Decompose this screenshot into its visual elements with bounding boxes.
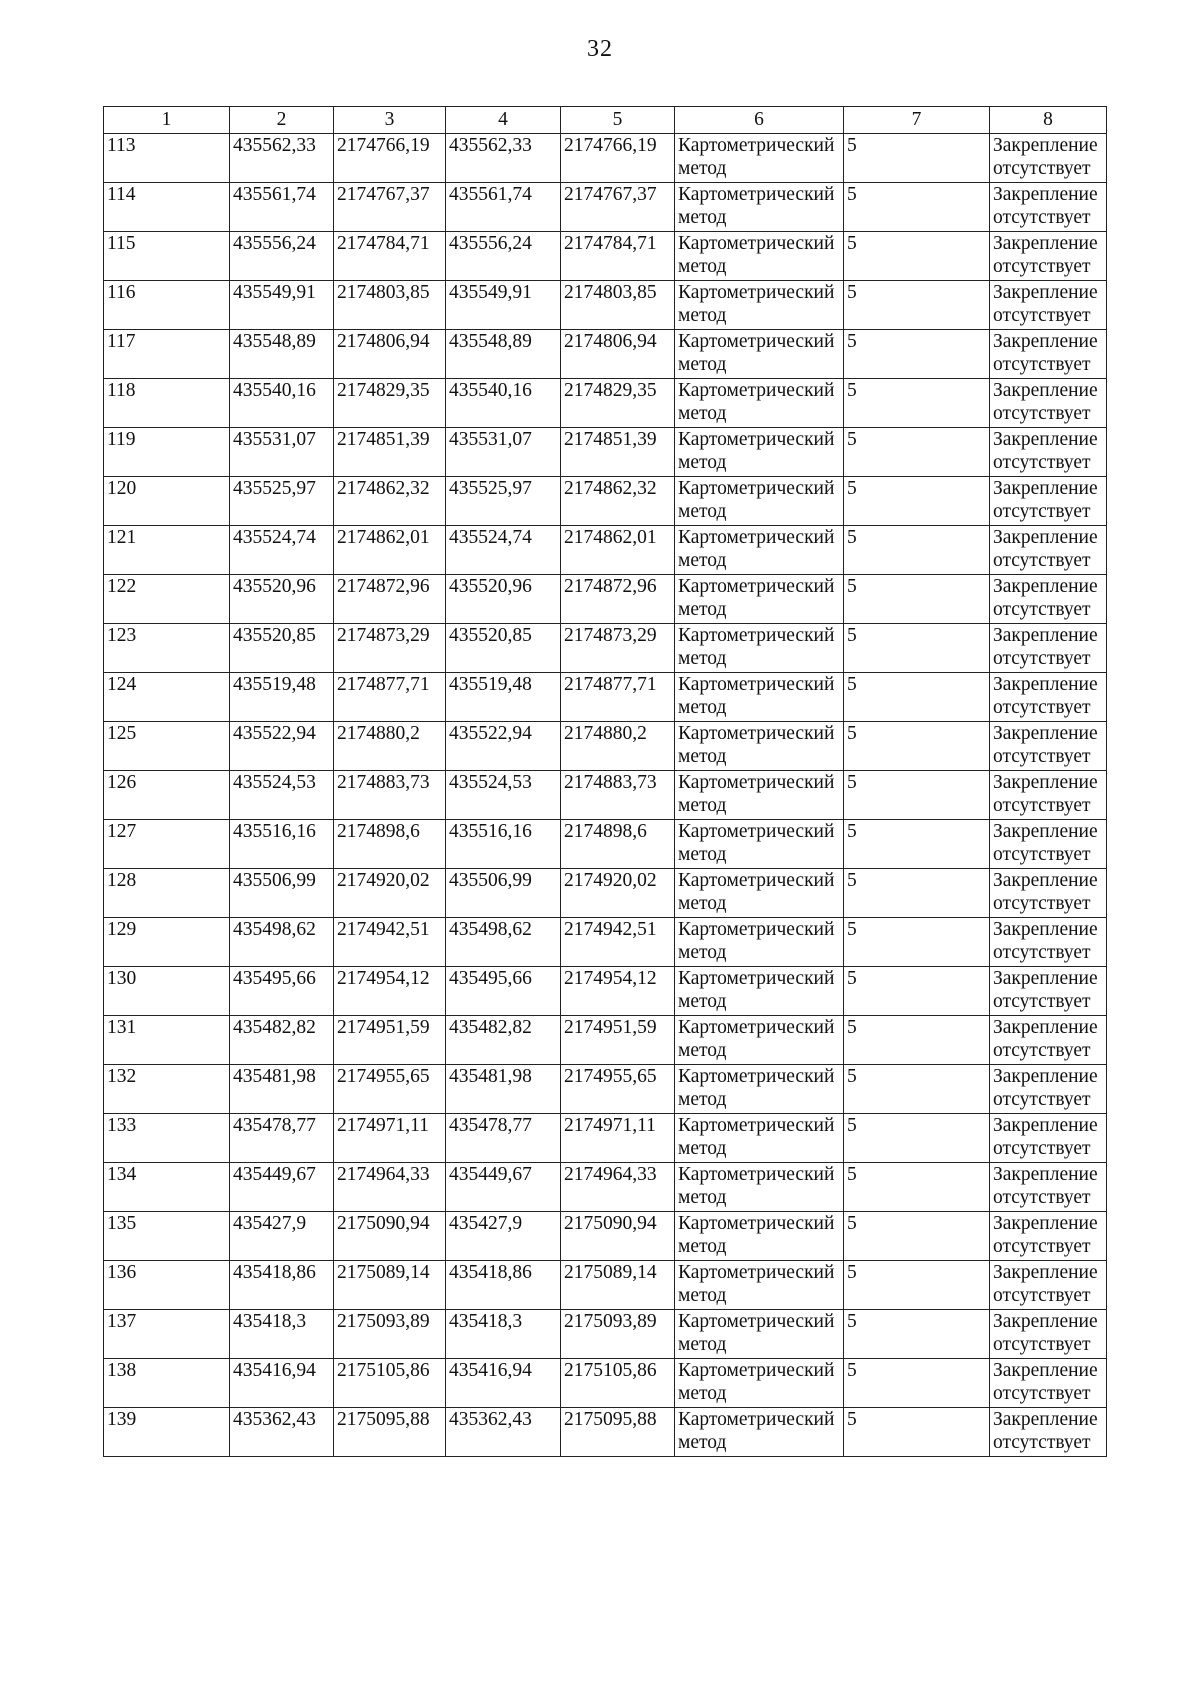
cell-method: Картометрический метод <box>675 1408 844 1457</box>
cell-x-old: 435482,82 <box>230 1016 334 1065</box>
cell-y-new: 2174851,39 <box>561 428 675 477</box>
cell-point-number: 137 <box>104 1310 230 1359</box>
cell-point-number: 128 <box>104 869 230 918</box>
cell-y-old: 2175090,94 <box>334 1212 446 1261</box>
cell-x-old: 435498,62 <box>230 918 334 967</box>
cell-y-old: 2174971,11 <box>334 1114 446 1163</box>
cell-y-new: 2174862,01 <box>561 526 675 575</box>
cell-x-old: 435520,85 <box>230 624 334 673</box>
cell-x-old: 435478,77 <box>230 1114 334 1163</box>
cell-y-old: 2174862,01 <box>334 526 446 575</box>
table-row <box>104 330 1107 379</box>
cell-x-new: 435449,67 <box>446 1163 561 1212</box>
cell-y-old: 2174803,85 <box>334 281 446 330</box>
cell-x-new: 435549,91 <box>446 281 561 330</box>
cell-y-old: 2174872,96 <box>334 575 446 624</box>
cell-accuracy: 5 <box>844 1163 990 1212</box>
cell-x-new: 435416,94 <box>446 1359 561 1408</box>
cell-fixing-description: Закрепление отсутствует <box>990 1310 1107 1359</box>
page-number: 32 <box>587 36 613 62</box>
cell-point-number: 139 <box>104 1408 230 1457</box>
table-row <box>104 1212 1107 1261</box>
cell-x-old: 435524,74 <box>230 526 334 575</box>
cell-fixing-description: Закрепление отсутствует <box>990 330 1107 379</box>
cell-point-number: 122 <box>104 575 230 624</box>
cell-x-old: 435418,3 <box>230 1310 334 1359</box>
cell-y-new: 2174803,85 <box>561 281 675 330</box>
table-row <box>104 134 1107 183</box>
cell-method: Картометрический метод <box>675 1261 844 1310</box>
cell-point-number: 120 <box>104 477 230 526</box>
cell-x-new: 435506,99 <box>446 869 561 918</box>
cell-y-new: 2174872,96 <box>561 575 675 624</box>
cell-y-old: 2174767,37 <box>334 183 446 232</box>
coordinates-table <box>103 106 1107 1457</box>
table-row <box>104 673 1107 722</box>
cell-accuracy: 5 <box>844 1114 990 1163</box>
table-row <box>104 771 1107 820</box>
cell-x-old: 435522,94 <box>230 722 334 771</box>
cell-y-new: 2174829,35 <box>561 379 675 428</box>
cell-y-old: 2174964,33 <box>334 1163 446 1212</box>
cell-point-number: 138 <box>104 1359 230 1408</box>
cell-x-old: 435495,66 <box>230 967 334 1016</box>
cell-method: Картометрический метод <box>675 232 844 281</box>
header-cell: 3 <box>334 107 446 134</box>
cell-x-new: 435522,94 <box>446 722 561 771</box>
cell-point-number: 135 <box>104 1212 230 1261</box>
cell-accuracy: 5 <box>844 1359 990 1408</box>
table-row <box>104 575 1107 624</box>
cell-method: Картометрический метод <box>675 918 844 967</box>
table-row <box>104 1016 1107 1065</box>
cell-accuracy: 5 <box>844 722 990 771</box>
cell-y-new: 2174951,59 <box>561 1016 675 1065</box>
cell-fixing-description: Закрепление отсутствует <box>990 967 1107 1016</box>
cell-y-new: 2174873,29 <box>561 624 675 673</box>
cell-point-number: 130 <box>104 967 230 1016</box>
cell-method: Картометрический метод <box>675 281 844 330</box>
cell-accuracy: 5 <box>844 1408 990 1457</box>
cell-method: Картометрический метод <box>675 722 844 771</box>
cell-fixing-description: Закрепление отсутствует <box>990 526 1107 575</box>
cell-fixing-description: Закрепление отсутствует <box>990 1016 1107 1065</box>
cell-accuracy: 5 <box>844 477 990 526</box>
cell-x-new: 435478,77 <box>446 1114 561 1163</box>
cell-y-new: 2174766,19 <box>561 134 675 183</box>
cell-x-old: 435516,16 <box>230 820 334 869</box>
cell-method: Картометрический метод <box>675 134 844 183</box>
cell-x-old: 435418,86 <box>230 1261 334 1310</box>
table-row <box>104 428 1107 477</box>
cell-accuracy: 5 <box>844 624 990 673</box>
cell-fixing-description: Закрепление отсутствует <box>990 1065 1107 1114</box>
cell-accuracy: 5 <box>844 134 990 183</box>
table-row <box>104 232 1107 281</box>
cell-y-new: 2174898,6 <box>561 820 675 869</box>
table-row <box>104 183 1107 232</box>
cell-y-new: 2174964,33 <box>561 1163 675 1212</box>
cell-y-old: 2174880,2 <box>334 722 446 771</box>
cell-method: Картометрический метод <box>675 183 844 232</box>
cell-y-old: 2174877,71 <box>334 673 446 722</box>
cell-accuracy: 5 <box>844 967 990 1016</box>
cell-accuracy: 5 <box>844 379 990 428</box>
cell-y-old: 2174898,6 <box>334 820 446 869</box>
cell-method: Картометрический метод <box>675 1163 844 1212</box>
cell-y-old: 2174862,32 <box>334 477 446 526</box>
table-row <box>104 281 1107 330</box>
table-row <box>104 526 1107 575</box>
cell-method: Картометрический метод <box>675 1065 844 1114</box>
cell-point-number: 116 <box>104 281 230 330</box>
cell-method: Картометрический метод <box>675 428 844 477</box>
table-row <box>104 820 1107 869</box>
cell-x-old: 435524,53 <box>230 771 334 820</box>
cell-x-old: 435481,98 <box>230 1065 334 1114</box>
cell-y-old: 2175089,14 <box>334 1261 446 1310</box>
cell-y-new: 2174877,71 <box>561 673 675 722</box>
cell-point-number: 123 <box>104 624 230 673</box>
cell-fixing-description: Закрепление отсутствует <box>990 869 1107 918</box>
cell-point-number: 118 <box>104 379 230 428</box>
cell-accuracy: 5 <box>844 918 990 967</box>
cell-x-new: 435525,97 <box>446 477 561 526</box>
cell-x-old: 435520,96 <box>230 575 334 624</box>
cell-method: Картометрический метод <box>675 673 844 722</box>
cell-point-number: 133 <box>104 1114 230 1163</box>
cell-y-new: 2174806,94 <box>561 330 675 379</box>
cell-x-old: 435416,94 <box>230 1359 334 1408</box>
cell-fixing-description: Закрепление отсутствует <box>990 134 1107 183</box>
header-cell: 7 <box>844 107 990 134</box>
cell-accuracy: 5 <box>844 1261 990 1310</box>
cell-fixing-description: Закрепление отсутствует <box>990 1408 1107 1457</box>
cell-method: Картометрический метод <box>675 1359 844 1408</box>
cell-method: Картометрический метод <box>675 379 844 428</box>
cell-x-old: 435549,91 <box>230 281 334 330</box>
table-row <box>104 477 1107 526</box>
cell-accuracy: 5 <box>844 183 990 232</box>
cell-fixing-description: Закрепление отсутствует <box>990 771 1107 820</box>
cell-x-new: 435524,74 <box>446 526 561 575</box>
header-cell: 8 <box>990 107 1107 134</box>
cell-accuracy: 5 <box>844 869 990 918</box>
cell-x-new: 435516,16 <box>446 820 561 869</box>
cell-y-new: 2174784,71 <box>561 232 675 281</box>
cell-x-new: 435495,66 <box>446 967 561 1016</box>
cell-method: Картометрический метод <box>675 1212 844 1261</box>
cell-y-new: 2174954,12 <box>561 967 675 1016</box>
cell-accuracy: 5 <box>844 526 990 575</box>
cell-x-new: 435520,85 <box>446 624 561 673</box>
cell-x-new: 435540,16 <box>446 379 561 428</box>
cell-fixing-description: Закрепление отсутствует <box>990 477 1107 526</box>
cell-y-old: 2174883,73 <box>334 771 446 820</box>
cell-x-old: 435506,99 <box>230 869 334 918</box>
cell-method: Картометрический метод <box>675 1310 844 1359</box>
cell-method: Картометрический метод <box>675 575 844 624</box>
cell-x-old: 435540,16 <box>230 379 334 428</box>
cell-fixing-description: Закрепление отсутствует <box>990 722 1107 771</box>
table-row <box>104 624 1107 673</box>
table-row <box>104 918 1107 967</box>
cell-accuracy: 5 <box>844 771 990 820</box>
cell-method: Картометрический метод <box>675 869 844 918</box>
cell-x-new: 435481,98 <box>446 1065 561 1114</box>
cell-y-old: 2174951,59 <box>334 1016 446 1065</box>
cell-point-number: 121 <box>104 526 230 575</box>
cell-fixing-description: Закрепление отсутствует <box>990 183 1107 232</box>
cell-y-new: 2174955,65 <box>561 1065 675 1114</box>
header-cell: 5 <box>561 107 675 134</box>
cell-fixing-description: Закрепление отсутствует <box>990 673 1107 722</box>
cell-x-new: 435498,62 <box>446 918 561 967</box>
cell-y-old: 2174766,19 <box>334 134 446 183</box>
cell-point-number: 131 <box>104 1016 230 1065</box>
cell-x-new: 435561,74 <box>446 183 561 232</box>
cell-fixing-description: Закрепление отсутствует <box>990 820 1107 869</box>
cell-y-old: 2174920,02 <box>334 869 446 918</box>
cell-fixing-description: Закрепление отсутствует <box>990 232 1107 281</box>
cell-accuracy: 5 <box>844 673 990 722</box>
cell-x-new: 435519,48 <box>446 673 561 722</box>
cell-fixing-description: Закрепление отсутствует <box>990 1212 1107 1261</box>
cell-x-old: 435561,74 <box>230 183 334 232</box>
cell-y-new: 2175089,14 <box>561 1261 675 1310</box>
cell-fixing-description: Закрепление отсутствует <box>990 1261 1107 1310</box>
cell-accuracy: 5 <box>844 820 990 869</box>
cell-fixing-description: Закрепление отсутствует <box>990 428 1107 477</box>
cell-y-old: 2175093,89 <box>334 1310 446 1359</box>
cell-x-old: 435562,33 <box>230 134 334 183</box>
cell-accuracy: 5 <box>844 1016 990 1065</box>
cell-x-new: 435531,07 <box>446 428 561 477</box>
cell-y-new: 2174883,73 <box>561 771 675 820</box>
cell-x-old: 435427,9 <box>230 1212 334 1261</box>
cell-point-number: 113 <box>104 134 230 183</box>
cell-x-new: 435482,82 <box>446 1016 561 1065</box>
cell-x-new: 435562,33 <box>446 134 561 183</box>
cell-x-old: 435548,89 <box>230 330 334 379</box>
cell-x-old: 435519,48 <box>230 673 334 722</box>
cell-accuracy: 5 <box>844 232 990 281</box>
cell-accuracy: 5 <box>844 281 990 330</box>
cell-y-old: 2174873,29 <box>334 624 446 673</box>
cell-point-number: 127 <box>104 820 230 869</box>
cell-y-new: 2174862,32 <box>561 477 675 526</box>
table-body <box>104 134 1107 1457</box>
cell-method: Картометрический метод <box>675 967 844 1016</box>
cell-accuracy: 5 <box>844 1310 990 1359</box>
cell-y-old: 2174784,71 <box>334 232 446 281</box>
header-cell: 6 <box>675 107 844 134</box>
cell-x-new: 435520,96 <box>446 575 561 624</box>
cell-accuracy: 5 <box>844 575 990 624</box>
cell-fixing-description: Закрепление отсутствует <box>990 1359 1107 1408</box>
cell-accuracy: 5 <box>844 428 990 477</box>
cell-y-old: 2174954,12 <box>334 967 446 1016</box>
cell-x-new: 435427,9 <box>446 1212 561 1261</box>
cell-accuracy: 5 <box>844 330 990 379</box>
cell-fixing-description: Закрепление отсутствует <box>990 379 1107 428</box>
cell-y-old: 2175095,88 <box>334 1408 446 1457</box>
table-row <box>104 722 1107 771</box>
cell-fixing-description: Закрепление отсутствует <box>990 1114 1107 1163</box>
cell-x-new: 435524,53 <box>446 771 561 820</box>
cell-point-number: 114 <box>104 183 230 232</box>
cell-fixing-description: Закрепление отсутствует <box>990 281 1107 330</box>
cell-method: Картометрический метод <box>675 477 844 526</box>
cell-y-old: 2174942,51 <box>334 918 446 967</box>
cell-point-number: 125 <box>104 722 230 771</box>
table-row <box>104 869 1107 918</box>
cell-method: Картометрический метод <box>675 771 844 820</box>
cell-y-new: 2174942,51 <box>561 918 675 967</box>
cell-method: Картометрический метод <box>675 526 844 575</box>
cell-y-old: 2174829,35 <box>334 379 446 428</box>
cell-y-new: 2174767,37 <box>561 183 675 232</box>
cell-method: Картометрический метод <box>675 624 844 673</box>
cell-x-new: 435418,86 <box>446 1261 561 1310</box>
cell-method: Картометрический метод <box>675 820 844 869</box>
table-row <box>104 1114 1107 1163</box>
cell-fixing-description: Закрепление отсутствует <box>990 624 1107 673</box>
table-row <box>104 1261 1107 1310</box>
table-row <box>104 1065 1107 1114</box>
cell-x-new: 435418,3 <box>446 1310 561 1359</box>
table-row <box>104 1408 1107 1457</box>
header-cell: 2 <box>230 107 334 134</box>
table-row <box>104 1310 1107 1359</box>
cell-fixing-description: Закрепление отсутствует <box>990 1163 1107 1212</box>
cell-x-old: 435525,97 <box>230 477 334 526</box>
table-row <box>104 1163 1107 1212</box>
cell-y-old: 2174851,39 <box>334 428 446 477</box>
table-row <box>104 379 1107 428</box>
cell-point-number: 117 <box>104 330 230 379</box>
cell-point-number: 119 <box>104 428 230 477</box>
cell-y-old: 2174955,65 <box>334 1065 446 1114</box>
cell-accuracy: 5 <box>844 1212 990 1261</box>
cell-fixing-description: Закрепление отсутствует <box>990 575 1107 624</box>
cell-point-number: 136 <box>104 1261 230 1310</box>
cell-y-new: 2174880,2 <box>561 722 675 771</box>
cell-method: Картометрический метод <box>675 330 844 379</box>
cell-method: Картометрический метод <box>675 1016 844 1065</box>
header-row <box>104 107 1107 134</box>
header-cell: 1 <box>104 107 230 134</box>
cell-x-old: 435531,07 <box>230 428 334 477</box>
cell-point-number: 126 <box>104 771 230 820</box>
cell-fixing-description: Закрепление отсутствует <box>990 918 1107 967</box>
cell-point-number: 134 <box>104 1163 230 1212</box>
cell-y-new: 2175093,89 <box>561 1310 675 1359</box>
cell-x-old: 435362,43 <box>230 1408 334 1457</box>
cell-point-number: 132 <box>104 1065 230 1114</box>
cell-y-new: 2174920,02 <box>561 869 675 918</box>
cell-point-number: 124 <box>104 673 230 722</box>
cell-method: Картометрический метод <box>675 1114 844 1163</box>
table-row <box>104 1359 1107 1408</box>
cell-point-number: 129 <box>104 918 230 967</box>
cell-y-old: 2175105,86 <box>334 1359 446 1408</box>
cell-y-new: 2175090,94 <box>561 1212 675 1261</box>
header-cell: 4 <box>446 107 561 134</box>
cell-point-number: 115 <box>104 232 230 281</box>
cell-y-new: 2175095,88 <box>561 1408 675 1457</box>
cell-x-old: 435556,24 <box>230 232 334 281</box>
cell-y-old: 2174806,94 <box>334 330 446 379</box>
cell-x-new: 435548,89 <box>446 330 561 379</box>
cell-y-new: 2175105,86 <box>561 1359 675 1408</box>
cell-y-new: 2174971,11 <box>561 1114 675 1163</box>
cell-x-new: 435362,43 <box>446 1408 561 1457</box>
cell-x-new: 435556,24 <box>446 232 561 281</box>
cell-x-old: 435449,67 <box>230 1163 334 1212</box>
table-row <box>104 967 1107 1016</box>
cell-accuracy: 5 <box>844 1065 990 1114</box>
